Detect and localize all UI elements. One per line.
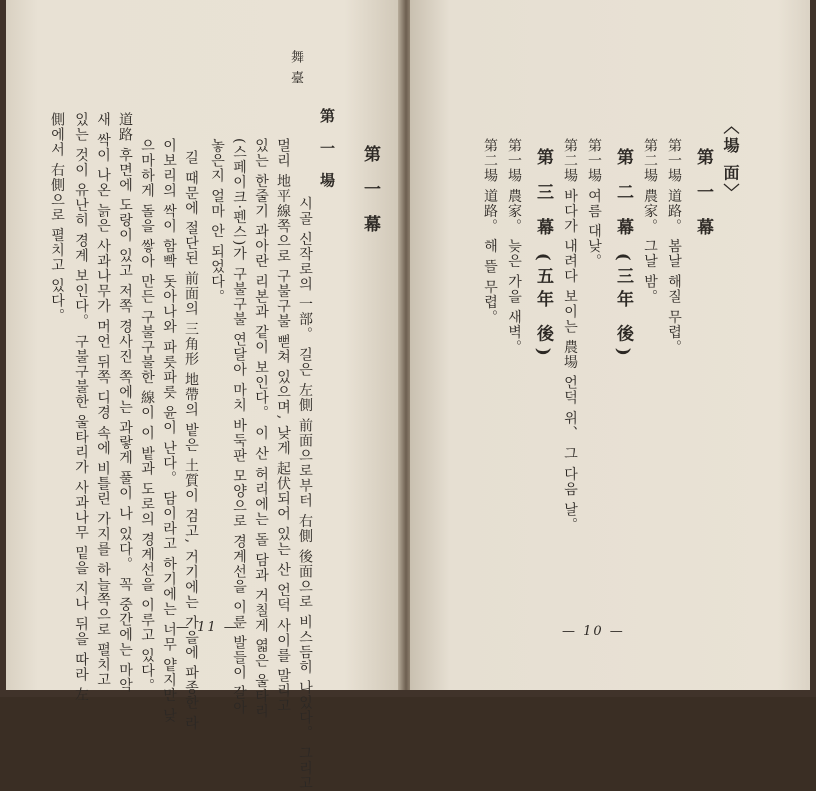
act-heading: 第 一 幕 bbox=[360, 145, 380, 238]
scene-entry: 第二場 農家。 그날 밤。 bbox=[642, 138, 658, 305]
page-number: — 11 — bbox=[176, 620, 239, 635]
scene-entry: 第一場 여름 대낮。 bbox=[586, 138, 602, 269]
body-line: (스페이크·펜스)가 구불구불 연달아 마치 바둑판 모양으로 경계선을 이룬 발들이 갈아 bbox=[231, 138, 247, 716]
body-line: 멀리 地平線쪽으로 구불구불 뻗쳐 있으며, 낮게 起伏되어 있는 산 언덕 사이를 말리고 bbox=[275, 138, 291, 714]
body-line: 놓은지 얼마 안 되었다。 bbox=[209, 138, 225, 305]
body-line: 側에서 右側으로 펼치고 있다。 bbox=[49, 112, 65, 324]
scene-heading: 第 一 場 bbox=[318, 108, 336, 194]
body-line: 으마하게 돌을 쌓아 만든 구불구불한 線이 이 밭과 도로의 경계선을 이루고 있다。 bbox=[139, 138, 155, 693]
running-head: 舞臺 bbox=[288, 50, 303, 92]
body-line: 있는 것이 유난히 경계 보인다。 구불구불한 울타리가 사과나무 밑을 지나 뒤을 따라 左 bbox=[73, 112, 89, 703]
scene-entry: 第一場 農家。 늦은 가을 새벽。 bbox=[506, 138, 522, 355]
left-page bbox=[6, 0, 404, 791]
scene-entry: 第一場 道路。 봄날 해질 무렵。 bbox=[666, 138, 682, 355]
right-page bbox=[410, 0, 810, 690]
scene-entry: 第二場 道路。 해 뜰 무렵。 bbox=[482, 138, 498, 325]
act-heading: 第 二 幕 (三年 後) bbox=[613, 148, 633, 362]
page-number: — 10 — bbox=[562, 624, 625, 639]
body-line: 道路 후면에 도랑이 있고 저쪽 경사진 쪽에는 과랗게 풀이 나 있다。 꼭 중간에는 마악 bbox=[117, 112, 133, 693]
body-line: 시골 신작로의 一部。 길은 左側 前面으로부터 右側 後面으로 비스듬히 나있다。 그리고 bbox=[297, 196, 313, 791]
body-line: 새 싹이 나온 늙은 사과나무가 머언 뒤쪽 디경 속에 비틀린 가지를 하늘쪽으로 펼치고 bbox=[95, 112, 111, 688]
scene-entry: 第二場 바다가 내려다 보이는 農場 언덕 위、 그 다음 날。 bbox=[562, 138, 578, 533]
act-heading: 第 三 幕 (五年 後) bbox=[533, 148, 553, 362]
body-line: 길 때문에 절단된 前面의 三角形 地帶의 밭은 土質이 검고, 거기에는 가을에 파종한 라 bbox=[183, 150, 199, 731]
body-line: 이보리의 싹이 함빡 돗아나와 파릇파릇 윤이 난다。 담이라고 하기에는 너무 얕지만 낮 bbox=[161, 138, 177, 723]
scenes-title: 〈場 面〉 bbox=[721, 118, 740, 203]
act-heading: 第 一 幕 bbox=[693, 148, 713, 241]
body-line: 있는 한줄기 과아란 리본과 같이 보인다。 이 산 허리에는 돌 담과 거칠게 엷은 울타리 bbox=[253, 138, 269, 719]
